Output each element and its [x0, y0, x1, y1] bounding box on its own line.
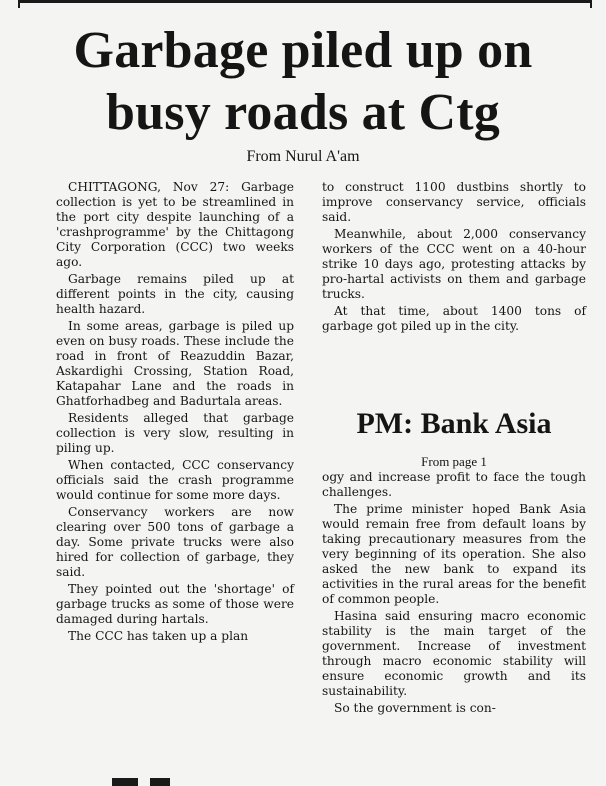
paragraph: Garbage remains piled up at different points in the city, causing health hazard. [56, 272, 294, 316]
headline [10, 20, 596, 144]
left-border-tick [18, 0, 20, 8]
headline-line-1: Garbage piled up on [73, 22, 533, 79]
paragraph: At that time, about 1400 tons of garbage got piled up in the city. [322, 304, 586, 333]
paragraph: So the government is con- [334, 701, 496, 715]
second-article-column [322, 470, 586, 718]
article-column-left [56, 180, 294, 646]
second-article-headline: PM: Bank Asia [356, 407, 552, 440]
paragraph: The prime minister hoped Bank Asia would remain free from default loans by taking precautionary measures from the very beginning of its operation. She also asked the new bank to expand its activities in the rural areas for the benefit of common people. [322, 502, 586, 606]
article-column-right [322, 180, 586, 336]
paragraph: Conservancy workers are now clearing over 500 tons of garbage a day. Some private trucks were also hired for collection of garbage, they said. [56, 505, 294, 579]
paragraph: CHITTAGONG, Nov 27: Garbage collection is yet to be streamlined in the port city despite launching of a 'crashprogramme' by the Chittagong City Corporation (CCC) two weeks ago. [56, 180, 294, 269]
headline-line-2: busy roads at Ctg [106, 84, 500, 141]
cut-off-text-fragment [150, 778, 170, 786]
paragraph: to construct 1100 dustbins shortly to improve conservancy service, officials said. [322, 180, 586, 224]
continued-from-note: From page 1 [421, 454, 487, 469]
byline: From Nurul A'am [246, 148, 360, 165]
paragraph: The CCC has taken up a plan [68, 629, 249, 643]
right-border-tick [590, 0, 592, 8]
paragraph: ogy and increase profit to face the tough challenges. [322, 470, 586, 499]
paragraph: Meanwhile, about 2,000 conservancy workers of the CCC went on a 40-hour strike 10 days ago, protesting attacks by pro-hartal activists on them and garbage trucks. [322, 227, 586, 301]
cut-off-text-fragment [112, 778, 138, 786]
paragraph: When contacted, CCC conservancy officials said the crash programme would continue for some more days. [56, 458, 294, 502]
paragraph: Hasina said ensuring macro economic stability is the main target of the government. Increase of investment through macro economic stability will ensure economic growth and its sustainability. [322, 609, 586, 698]
top-border-rule [18, 0, 592, 3]
paragraph: Residents alleged that garbage collection is very slow, resulting in piling up. [56, 411, 294, 455]
paragraph: They pointed out the 'shortage' of garbage trucks as some of those were damaged during hartals. [56, 582, 294, 626]
paragraph: In some areas, garbage is piled up even on busy roads. These include the road in front of Reazuddin Bazar, Askardighi Crossing, Station Road, Katapahar Lane and the roads in Ghatforhadbeg and Badurtala areas. [56, 319, 294, 408]
